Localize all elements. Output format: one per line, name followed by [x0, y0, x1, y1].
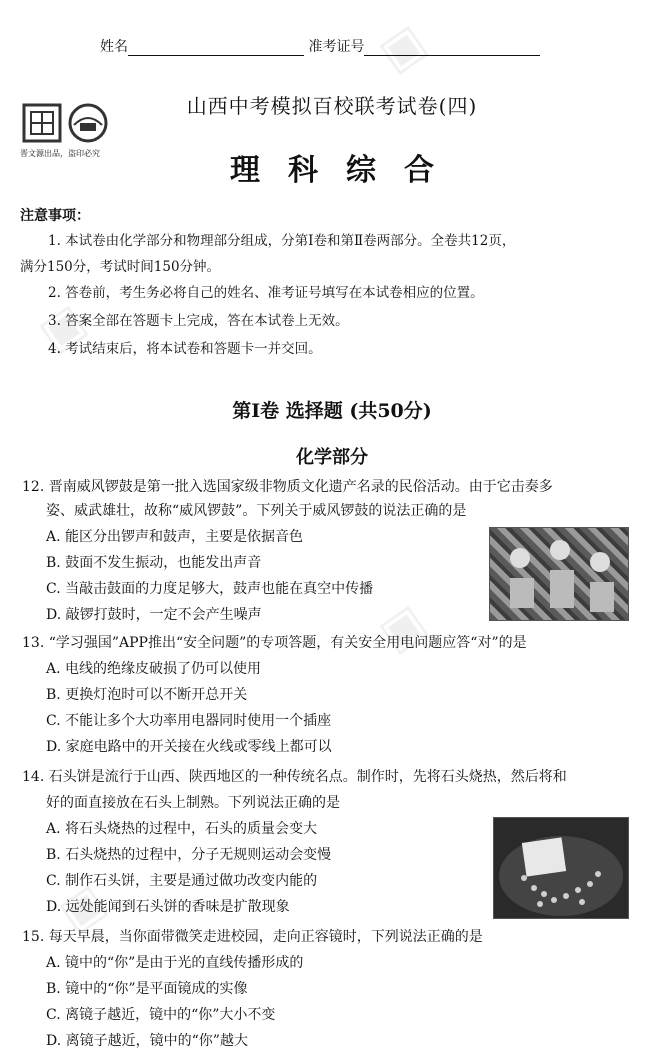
name-field[interactable]	[128, 39, 304, 56]
note-item: 满分150分，考试时间150分钟。	[20, 259, 221, 275]
question-stem: 姿、威武雄壮，故称“威风锣鼓”。下列关于威风锣鼓的说法正确的是	[46, 503, 467, 519]
exam-id-label: 准考证号	[308, 39, 365, 55]
watermark-icon: ▣	[28, 292, 96, 362]
exam-id-field[interactable]	[364, 39, 540, 56]
question-stem: 13. “学习强国”APP推出“安全问题”的专项答题，有关安全用电问题应答“对”的是	[22, 635, 527, 651]
option-d: D. 离镜子越近，镜中的“你”越大	[46, 1033, 248, 1049]
option-b: B. 石头烧热的过程中，分子无规则运动会变慢	[46, 847, 332, 863]
option-a: A. 能区分出锣声和鼓声，主要是依据音色	[46, 529, 304, 545]
subsection-title: 化学部分	[296, 447, 368, 468]
notes-heading: 注意事项：	[20, 208, 90, 224]
option-a: A. 镜中的“你”是由于光的直线传播形成的	[46, 955, 304, 971]
option-a: A. 电线的绝缘皮破损了仍可以使用	[46, 661, 262, 677]
option-d: D. 远处能闻到石头饼的香味是扩散现象	[46, 899, 290, 915]
candidate-header	[100, 36, 540, 56]
section-title: 第Ⅰ卷 选择题 (共50分)	[232, 400, 432, 422]
question-stem: 12. 晋南威风锣鼓是第一批入选国家级非物质文化遗产名录的民俗活动。由于它击奏多	[22, 479, 553, 495]
note-item: 3. 答案全部在答题卡上完成，答在本试卷上无效。	[48, 313, 349, 329]
note-item: 2. 答卷前，考生务必将自己的姓名、准考证号填写在本试卷相应的位置。	[48, 285, 484, 301]
exam-title: 山西中考模拟百校联考试卷(四)	[186, 94, 478, 118]
option-b: B. 更换灯泡时可以不断开总开关	[46, 687, 248, 703]
logo-caption: 晋文源出品，盗印必究	[20, 149, 100, 158]
note-item: 4. 考试结束后，将本试卷和答题卡一并交回。	[48, 341, 322, 357]
option-c: C. 当敲击鼓面的力度足够大，鼓声也能在真空中传播	[46, 581, 374, 597]
option-d: D. 家庭电路中的开关接在火线或零线上都可以	[46, 739, 332, 755]
option-c: C. 离镜子越近，镜中的“你”大小不变	[46, 1007, 276, 1023]
option-b: B. 鼓面不发生振动，也能发出声音	[46, 555, 262, 571]
drum-performance-photo	[489, 527, 629, 621]
question-stem: 14. 石头饼是流行于山西、陕西地区的一种传统名点。制作时，先将石头烧热，然后将和	[22, 769, 567, 785]
subject-title: 理科综合	[230, 153, 462, 188]
stone-cake-photo	[493, 817, 629, 919]
question-stem: 15. 每天早晨，当你面带微笑走进校园，走向正容镜时，下列说法正确的是	[22, 929, 483, 945]
option-a: A. 将石头烧热的过程中，石头的质量会变大	[46, 821, 318, 837]
option-c: C. 不能让多个大功率用电器同时使用一个插座	[46, 713, 332, 729]
option-b: B. 镜中的“你”是平面镜成的实像	[46, 981, 248, 997]
watermark-icon: ▣	[48, 872, 116, 942]
name-label: 姓名	[100, 39, 128, 55]
note-item: 1. 本试卷由化学部分和物理部分组成，分第Ⅰ卷和第Ⅱ卷两部分。全卷共12页，	[48, 233, 516, 249]
watermark-icon: ▣	[368, 12, 436, 82]
question-stem: 好的面直接放在石头上制熟。下列说法正确的是	[46, 795, 340, 811]
watermark-icon: ▣	[368, 592, 436, 662]
option-c: C. 制作石头饼，主要是通过做功改变内能的	[46, 873, 318, 889]
option-d: D. 敲锣打鼓时，一定不会产生噪声	[46, 607, 262, 623]
